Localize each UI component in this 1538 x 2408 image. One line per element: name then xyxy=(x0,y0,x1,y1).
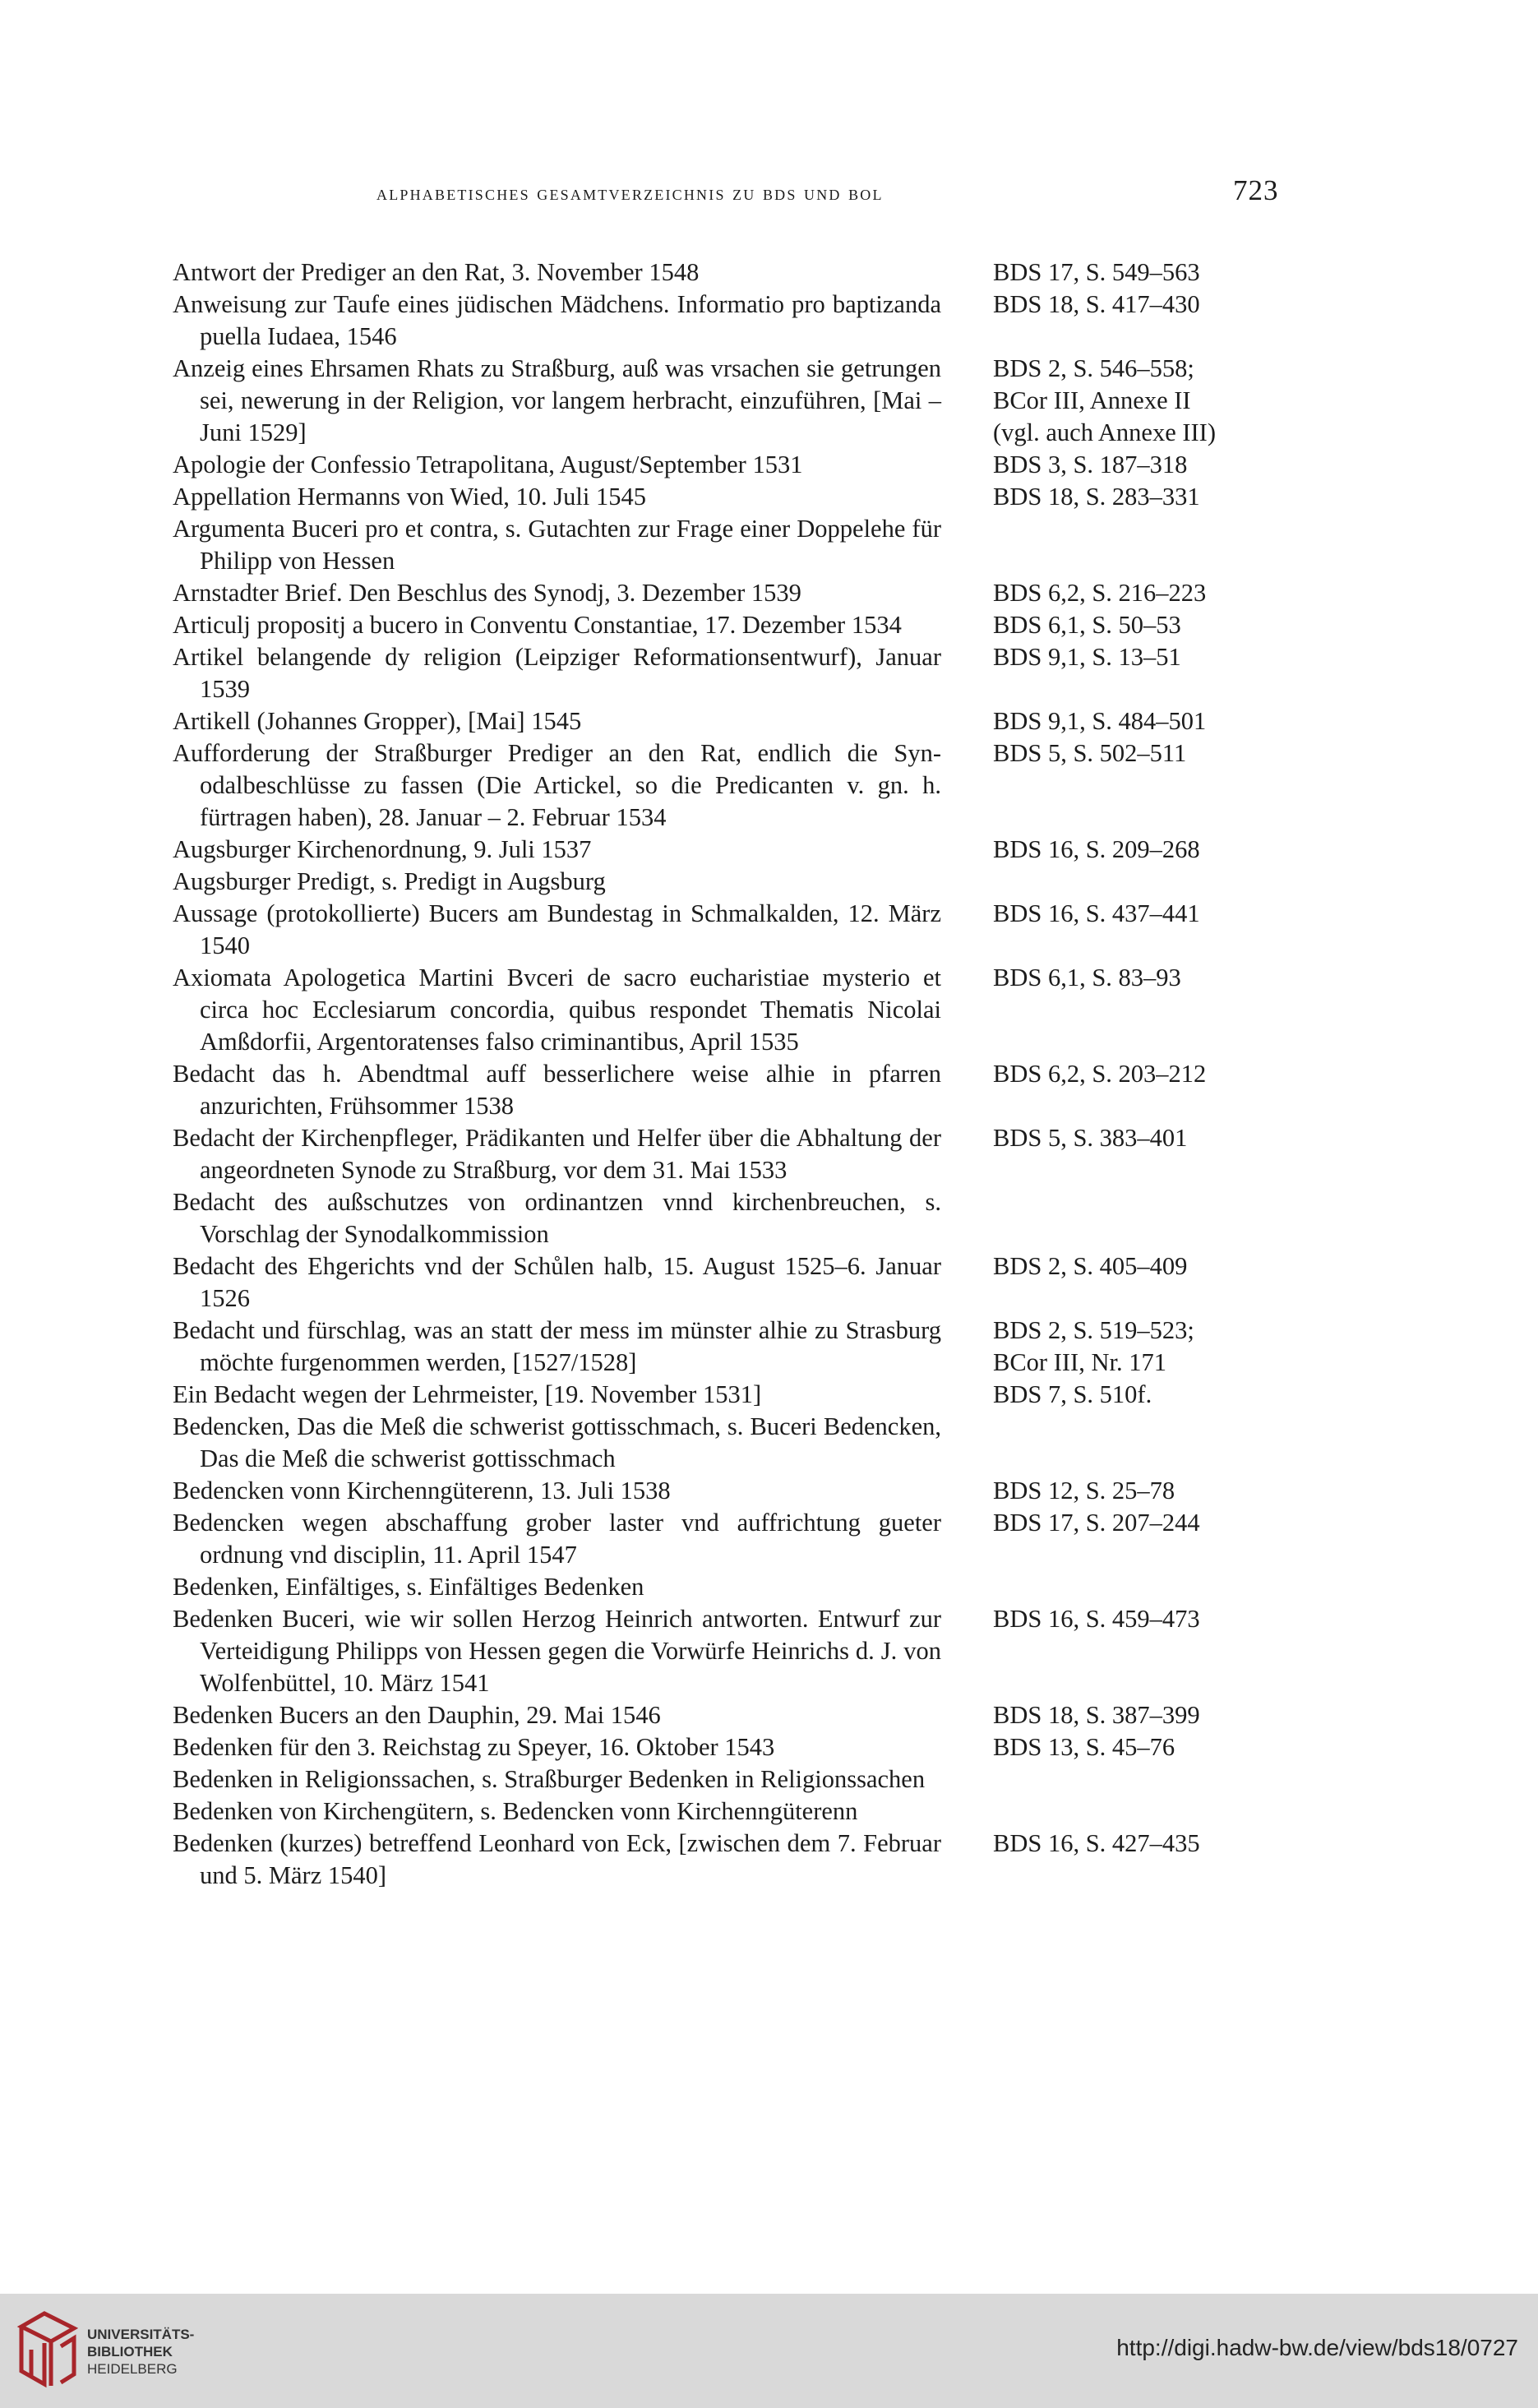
viewer-footer xyxy=(0,2294,1538,2408)
index-entry xyxy=(173,898,1356,962)
entry-title: Appellation Hermanns von Wied, 10. Juli 1545 xyxy=(173,483,646,511)
entry-reference: BDS 18, S. 417–430 xyxy=(993,290,1200,318)
index-entry xyxy=(173,609,1356,641)
entry-title: Argumenta Buceri pro et contra, s. Gutachten zur Frage einer Doppelehe für Philipp von Hessen xyxy=(173,515,941,575)
index-entry xyxy=(173,1699,1356,1731)
index-entry xyxy=(173,962,1356,1058)
index-entries xyxy=(173,257,1356,1892)
running-title: alphabetisches gesamtverzeichnis zu bds und bol xyxy=(376,183,884,205)
index-entry xyxy=(173,289,1356,353)
entry-reference: BDS 3, S. 187–318 xyxy=(993,451,1188,478)
entry-reference: BDS 13, S. 45–76 xyxy=(993,1733,1175,1761)
entry-reference: BDS 18, S. 387–399 xyxy=(993,1701,1200,1729)
entry-reference: BDS 2, S. 519–523; BCor III, Nr. 171 xyxy=(993,1316,1194,1376)
index-entry xyxy=(173,1122,1356,1186)
index-entry xyxy=(173,1379,1356,1411)
index-entry xyxy=(173,1411,1356,1475)
entry-reference: BDS 2, S. 546–558; BCor III, Annexe II (vgl. auch Annexe III) xyxy=(993,354,1217,446)
entry-reference: BDS 16, S. 209–268 xyxy=(993,835,1200,863)
index-entry xyxy=(173,737,1356,834)
entry-title: Anweisung zur Taufe eines jüdischen Mädchens. Informatio pro baptizanda puella Iudaea, 1546 xyxy=(173,290,941,350)
entry-reference: BDS 18, S. 283–331 xyxy=(993,483,1200,511)
entry-title: Artikel belangende dy religion (Leipziger Reformationsentwurf), Januar 1539 xyxy=(173,643,941,703)
index-entry xyxy=(173,1475,1356,1507)
index-entry xyxy=(173,834,1356,866)
entry-title: Augsburger Kirchenordnung, 9. Juli 1537 xyxy=(173,835,592,863)
index-entry xyxy=(173,1315,1356,1379)
entry-reference: BDS 9,1, S. 484–501 xyxy=(993,707,1207,735)
entry-title: Bedenken in Religionssachen, s. Straßburger Bedenken in Religionssachen xyxy=(173,1765,926,1793)
entry-title: Apologie der Confessio Tetrapolitana, August/September 1531 xyxy=(173,451,803,478)
entry-title: Augsburger Predigt, s. Predigt in Augsburg xyxy=(173,867,606,895)
entry-reference: BDS 16, S. 437–441 xyxy=(993,899,1200,927)
entry-title: Bedencken wegen abschaffung grober laster vnd auffrichtung gueter ordnung vnd disciplin, 11. April 1547 xyxy=(173,1509,941,1569)
library-name-line: UNIVERSITÄTS- xyxy=(87,2327,195,2342)
index-entry xyxy=(173,1603,1356,1699)
entry-reference: BDS 9,1, S. 13–51 xyxy=(993,643,1181,671)
entry-reference: BDS 6,2, S. 203–212 xyxy=(993,1060,1207,1088)
index-entry xyxy=(173,641,1356,705)
entry-reference: BDS 12, S. 25–78 xyxy=(993,1477,1175,1504)
index-entry xyxy=(173,1828,1356,1892)
page-number: 723 xyxy=(1233,174,1279,206)
entry-title: Bedenken von Kirchengütern, s. Bedencken vonn Kirchenngüterenn xyxy=(173,1797,858,1825)
entry-reference: BDS 16, S. 459–473 xyxy=(993,1605,1200,1633)
entry-reference: BDS 6,2, S. 216–223 xyxy=(993,579,1207,607)
entry-title: Ein Bedacht wegen der Lehrmeister, [19. November 1531] xyxy=(173,1380,762,1408)
entry-title: Bedencken vonn Kirchenngüterenn, 13. Juli 1538 xyxy=(173,1477,671,1504)
index-entry xyxy=(173,1250,1356,1315)
source-url-link[interactable]: http://digi.hadw-bw.de/view/bds18/0727 xyxy=(1116,2335,1518,2360)
entry-title: Bedenken, Einfältiges, s. Einfältiges Bedenken xyxy=(173,1573,644,1601)
index-entry xyxy=(173,1058,1356,1122)
entry-title: Bedacht des außschutzes von ordinantzen vnnd kirchenbreuchen, s. Vorschlag der Synodalkommission xyxy=(173,1188,941,1248)
entry-reference: BDS 17, S. 549–563 xyxy=(993,258,1200,286)
entry-title: Antwort der Prediger an den Rat, 3. November 1548 xyxy=(173,258,700,286)
entry-title: Bedencken, Das die Meß die schwerist gottisschmach, s. Buceri Bedencken, Das die Meß die schwerist gottisschmach xyxy=(173,1412,941,1472)
entry-title: Bedacht das h. Abendtmal auff besserlichere weise alhie in pfarren anzurichten, Frühsommer 1538 xyxy=(173,1060,941,1120)
index-entry xyxy=(173,577,1356,609)
entry-reference: BDS 6,1, S. 83–93 xyxy=(993,964,1181,991)
index-entry xyxy=(173,1763,1356,1796)
entry-title: Aufforderung der Straßburger Prediger an den Rat, endlich die Synodalbeschlüsse zu fassen (Die Artickel, so die Predicanten v. gn. h. fürtragen haben), 28. Januar – 2. Februar 1534 xyxy=(173,739,941,831)
library-name xyxy=(87,2326,194,2378)
entry-reference: BDS 5, S. 502–511 xyxy=(993,739,1187,767)
entry-title: Articulj propositj a bucero in Conventu Constantiae, 17. Dezember 1534 xyxy=(173,611,902,639)
entry-title: Bedenken Buceri, wie wir sollen Herzog Heinrich antworten. Entwurf zur Verteidigung Philipps von Hessen gegen die Vorwürfe Heinrichs d. J. von Wolfenbüttel, 10. März 1541 xyxy=(173,1605,941,1697)
index-entry xyxy=(173,481,1356,513)
index-entry xyxy=(173,1507,1356,1571)
entry-reference: BDS 6,1, S. 50–53 xyxy=(993,611,1181,639)
index-entry xyxy=(173,705,1356,737)
index-entry xyxy=(173,513,1356,577)
entry-title: Anzeig eines Ehrsamen Rhats zu Straßburg, auß was vrsachen sie getrungen sei, newerung in der Religion, vor langem herbracht, einzuführen, [Mai – Juni 1529] xyxy=(173,354,941,446)
index-entry xyxy=(173,866,1356,898)
entry-title: Bedacht und fürschlag, was an statt der mess im münster alhie zu Strasburg möchte furgenommen werden, [1527/1528] xyxy=(173,1316,941,1376)
entry-title: Axiomata Apologetica Martini Bvceri de sacro eucharistiae mysterio et circa hoc Ecclesiarum concordia, quibus respondet Thematis Nicolai Amßdorfii, Argentoratenses falso criminantibus, April 1535 xyxy=(173,964,941,1056)
entry-title: Bedacht des Ehgerichts vnd der Schůlen halb, 15. August 1525–6. Januar 1526 xyxy=(173,1252,941,1312)
entry-title: Bedacht der Kirchenpfleger, Prädikanten und Helfer über die Abhaltung der angeordneten Synode zu Straßburg, vor dem 31. Mai 1533 xyxy=(173,1124,941,1184)
index-entry xyxy=(173,257,1356,289)
index-entry xyxy=(173,449,1356,481)
entry-title: Arnstadter Brief. Den Beschlus des Synodj, 3. Dezember 1539 xyxy=(173,579,801,607)
entry-title: Bedenken Bucers an den Dauphin, 29. Mai 1546 xyxy=(173,1701,661,1729)
entry-reference: BDS 17, S. 207–244 xyxy=(993,1509,1200,1537)
entry-reference: BDS 5, S. 383–401 xyxy=(993,1124,1188,1152)
library-name-line: BIBLIOTHEK xyxy=(87,2344,173,2359)
entry-reference: BDS 2, S. 405–409 xyxy=(993,1252,1188,1280)
entry-reference: BDS 16, S. 427–435 xyxy=(993,1829,1200,1857)
ub-heidelberg-logo-icon xyxy=(16,2310,78,2388)
entry-title: Bedenken für den 3. Reichstag zu Speyer, 16. Oktober 1543 xyxy=(173,1733,775,1761)
entry-title: Aussage (protokollierte) Bucers am Bundestag in Schmalkalden, 12. März 1540 xyxy=(173,899,941,959)
entry-reference: BDS 7, S. 510f. xyxy=(993,1380,1152,1408)
index-entry xyxy=(173,1186,1356,1250)
entry-title: Bedenken (kurzes) betreffend Leonhard von Eck, [zwischen dem 7. Februar und 5. März 1540] xyxy=(173,1829,941,1889)
index-entry xyxy=(173,1796,1356,1828)
index-entry xyxy=(173,353,1356,449)
library-name-line: HEIDELBERG xyxy=(87,2361,178,2377)
index-entry xyxy=(173,1571,1356,1603)
index-entry xyxy=(173,1731,1356,1763)
entry-title: Artikell (Johannes Gropper), [Mai] 1545 xyxy=(173,707,582,735)
